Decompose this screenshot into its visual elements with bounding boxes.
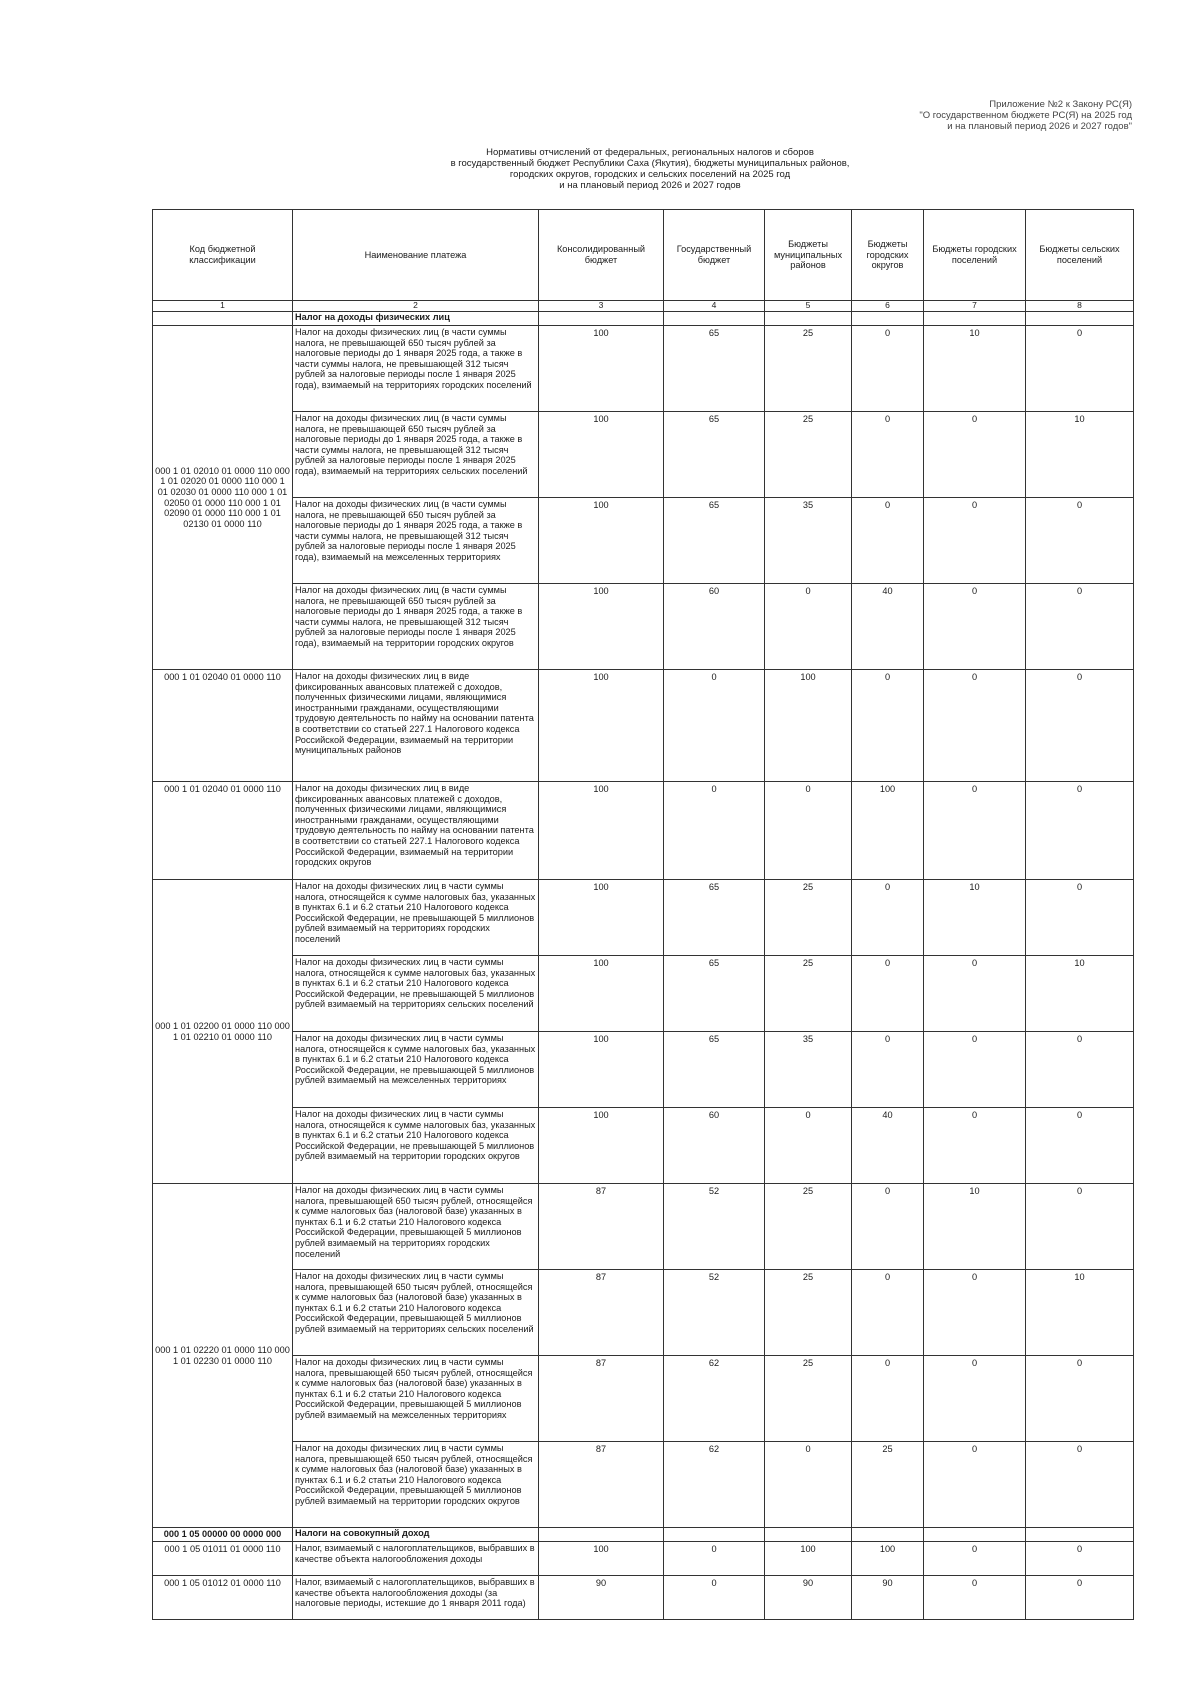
table-row — [153, 1270, 1134, 1356]
value-municipal-districts: 100 — [765, 1542, 852, 1576]
row-code: 000 1 01 02220 01 0000 110 000 1 01 02230 01 0000 110 — [153, 1184, 293, 1528]
document-title — [150, 147, 1150, 191]
value-municipal-districts: 25 — [765, 880, 852, 956]
section-title: Налог на доходы физических лиц — [293, 312, 539, 326]
row-code: 000 1 05 01012 01 0000 110 — [153, 1576, 293, 1620]
table-row — [153, 1032, 1134, 1108]
header-consolidated: Консолидированный бюджет — [539, 210, 664, 301]
value-city-districts: 0 — [852, 412, 924, 498]
appendix-line-1: Приложение №2 к Закону РС(Я) — [989, 99, 1132, 110]
value-consolidated: 100 — [539, 584, 664, 670]
value-state: 60 — [664, 1108, 765, 1184]
row-name: Налог на доходы физических лиц в виде фиксированных авансовых платежей с доходов, полученных физическими лицами, являющимися иностранными гражданами, осуществляющими трудовую деятельность по найму на основании патента в соответствии со статьей 227.1 Налогового кодекса Российской Федерации, взимаемый на территории муниципальных районов — [293, 670, 539, 782]
value-city-districts: 0 — [852, 1032, 924, 1108]
value-municipal-districts: 35 — [765, 1032, 852, 1108]
value-municipal-districts: 0 — [765, 782, 852, 880]
value-consolidated: 100 — [539, 1542, 664, 1576]
value-consolidated: 100 — [539, 326, 664, 412]
table-row — [153, 1576, 1134, 1620]
value-municipal-districts: 0 — [765, 1442, 852, 1528]
value-city-districts: 0 — [852, 670, 924, 782]
row-code: 000 1 01 02040 01 0000 110 — [153, 670, 293, 782]
title-line-3: городских округов, городских и сельских поселений на 2025 год — [509, 169, 791, 180]
value-city-districts: 0 — [852, 1270, 924, 1356]
value-state: 52 — [664, 1184, 765, 1270]
value-urban-settlements: 10 — [924, 880, 1026, 956]
value-state: 62 — [664, 1442, 765, 1528]
table-row — [153, 1542, 1134, 1576]
table-row — [153, 1442, 1134, 1528]
value-city-districts: 100 — [852, 782, 924, 880]
value-urban-settlements: 0 — [924, 498, 1026, 584]
value-rural-settlements: 0 — [1026, 1032, 1134, 1108]
value-consolidated: 100 — [539, 412, 664, 498]
row-name: Налог на доходы физических лиц в части суммы налога, превышающей 650 тысяч рублей, относящейся к сумме налоговых баз (налоговой базе) указанных в пунктах 6.1 и 6.2 статьи 210 Налогового кодекса Российской Федерации, превышающей 5 миллионов рублей взимаемый на межселенных территориях — [293, 1356, 539, 1442]
row-name: Налог на доходы физических лиц в части суммы налога, относящейся к сумме налоговых баз, указанных в пунктах 6.1 и 6.2 статьи 210 Налогового кодекса Российской Федерации, не превышающей 5 миллионов рублей взимаемый на территориях сельских поселений — [293, 956, 539, 1032]
value-city-districts: 25 — [852, 1442, 924, 1528]
index-cell: 8 — [1026, 301, 1134, 312]
table-row — [153, 1184, 1134, 1270]
value-consolidated: 100 — [539, 956, 664, 1032]
value-urban-settlements: 0 — [924, 1542, 1026, 1576]
value-rural-settlements: 0 — [1026, 782, 1134, 880]
value-urban-settlements: 0 — [924, 584, 1026, 670]
value-state: 65 — [664, 326, 765, 412]
value-consolidated: 87 — [539, 1442, 664, 1528]
appendix-line-2: "О государственном бюджете РС(Я) на 2025 год — [919, 110, 1132, 121]
table-row — [153, 670, 1134, 782]
value-consolidated: 100 — [539, 1108, 664, 1184]
table-row — [153, 498, 1134, 584]
value-municipal-districts: 25 — [765, 956, 852, 1032]
value-state: 52 — [664, 1270, 765, 1356]
value-state: 0 — [664, 1576, 765, 1620]
value-state: 65 — [664, 880, 765, 956]
row-name: Налог, взимаемый с налогоплательщиков, выбравших в качестве объекта налогообложения доходы — [293, 1542, 539, 1576]
row-name: Налог на доходы физических лиц в виде фиксированных авансовых платежей с доходов, полученных физическими лицами, являющимися иностранными гражданами, осуществляющими трудовую деятельность по найму на основании патента в соответствии со статьей 227.1 Налогового кодекса Российской Федерации, взимаемый на территории городских округов — [293, 782, 539, 880]
value-rural-settlements: 0 — [1026, 1108, 1134, 1184]
value-municipal-districts: 25 — [765, 1184, 852, 1270]
value-urban-settlements: 10 — [924, 1184, 1026, 1270]
value-municipal-districts: 0 — [765, 1108, 852, 1184]
appendix-line-3: и на плановый период 2026 и 2027 годов" — [947, 121, 1132, 132]
index-cell: 4 — [664, 301, 765, 312]
appendix-note — [732, 99, 1132, 132]
value-consolidated: 90 — [539, 1576, 664, 1620]
row-code: 000 1 01 02200 01 0000 110 000 1 01 02210 01 0000 110 — [153, 880, 293, 1184]
header-municipal-districts: Бюджеты муниципальных районов — [765, 210, 852, 301]
row-name: Налог на доходы физических лиц (в части суммы налога, не превышающей 650 тысяч рублей за налоговые периоды до 1 января 2025 года, а также в части суммы налога, не превышающей 312 тысяч рублей за налоговые периоды после 1 января 2025 года), взимаемый на территориях сельских поселений — [293, 412, 539, 498]
row-code: 000 1 05 01011 01 0000 110 — [153, 1542, 293, 1576]
index-cell: 3 — [539, 301, 664, 312]
header-urban-settlements: Бюджеты городских поселений — [924, 210, 1026, 301]
value-urban-settlements: 0 — [924, 782, 1026, 880]
value-city-districts: 100 — [852, 1542, 924, 1576]
value-rural-settlements: 0 — [1026, 880, 1134, 956]
value-urban-settlements: 0 — [924, 412, 1026, 498]
header-rural-settlements: Бюджеты сельских поселений — [1026, 210, 1134, 301]
value-consolidated: 100 — [539, 880, 664, 956]
row-name: Налог на доходы физических лиц в части суммы налога, превышающей 650 тысяч рублей, относящейся к сумме налоговых баз (налоговой базе) указанных в пунктах 6.1 и 6.2 статьи 210 Налогового кодекса Российской Федерации, превышающей 5 миллионов рублей взимаемый на территории городских округов — [293, 1442, 539, 1528]
value-state: 60 — [664, 584, 765, 670]
row-name: Налог на доходы физических лиц (в части суммы налога, не превышающей 650 тысяч рублей за налоговые периоды до 1 января 2025 года, а также в части суммы налога, не превышающей 312 тысяч рублей за налоговые периоды после 1 января 2025 года), взимаемый на территориях городских поселений — [293, 326, 539, 412]
index-cell: 5 — [765, 301, 852, 312]
section-row — [153, 312, 1134, 326]
index-row — [153, 301, 1134, 312]
value-rural-settlements: 0 — [1026, 584, 1134, 670]
value-consolidated: 87 — [539, 1356, 664, 1442]
value-state: 0 — [664, 782, 765, 880]
value-rural-settlements: 10 — [1026, 412, 1134, 498]
row-name: Налог на доходы физических лиц в части суммы налога, относящейся к сумме налоговых баз, указанных в пунктах 6.1 и 6.2 статьи 210 Налогового кодекса Российской Федерации, не превышающей 5 миллионов рублей взимаемый на территории городских округов — [293, 1108, 539, 1184]
value-rural-settlements: 0 — [1026, 1442, 1134, 1528]
title-line-4: и на плановый период 2026 и 2027 годов — [559, 180, 741, 191]
value-consolidated: 100 — [539, 498, 664, 584]
norms-table-wrapper — [152, 209, 1133, 1620]
value-rural-settlements: 0 — [1026, 1542, 1134, 1576]
value-urban-settlements: 0 — [924, 1442, 1026, 1528]
title-line-2: в государственный бюджет Республики Саха (Якутия), бюджеты муниципальных районов, — [450, 158, 850, 169]
value-rural-settlements: 0 — [1026, 498, 1134, 584]
norms-table — [152, 209, 1134, 1620]
index-cell: 2 — [293, 301, 539, 312]
table-row — [153, 1108, 1134, 1184]
section-row — [153, 1528, 1134, 1542]
value-rural-settlements: 0 — [1026, 1356, 1134, 1442]
header-name: Наименование платежа — [293, 210, 539, 301]
value-municipal-districts: 25 — [765, 326, 852, 412]
row-code: 000 1 01 02040 01 0000 110 — [153, 782, 293, 880]
value-state: 62 — [664, 1356, 765, 1442]
value-municipal-districts: 25 — [765, 412, 852, 498]
value-city-districts: 40 — [852, 584, 924, 670]
value-urban-settlements: 0 — [924, 1576, 1026, 1620]
value-urban-settlements: 10 — [924, 326, 1026, 412]
value-consolidated: 100 — [539, 1032, 664, 1108]
row-name: Налог на доходы физических лиц (в части суммы налога, не превышающей 650 тысяч рублей за налоговые периоды до 1 января 2025 года, а также в части суммы налога, не превышающей 312 тысяч рублей за налоговые периоды после 1 января 2025 года), взимаемый на межселенных территориях — [293, 498, 539, 584]
value-municipal-districts: 0 — [765, 584, 852, 670]
value-rural-settlements: 0 — [1026, 326, 1134, 412]
value-state: 65 — [664, 956, 765, 1032]
value-city-districts: 0 — [852, 326, 924, 412]
row-name: Налог на доходы физических лиц (в части суммы налога, не превышающей 650 тысяч рублей за налоговые периоды до 1 января 2025 года, а также в части суммы налога, не превышающей 312 тысяч рублей за налоговые периоды после 1 января 2025 года), взимаемый на территории городских округов — [293, 584, 539, 670]
value-city-districts: 0 — [852, 880, 924, 956]
index-cell: 7 — [924, 301, 1026, 312]
section-title: Налоги на совокупный доход — [293, 1528, 539, 1542]
value-rural-settlements: 0 — [1026, 1576, 1134, 1620]
value-urban-settlements: 0 — [924, 1356, 1026, 1442]
index-cell: 1 — [153, 301, 293, 312]
value-city-districts: 90 — [852, 1576, 924, 1620]
table-row — [153, 584, 1134, 670]
value-urban-settlements: 0 — [924, 670, 1026, 782]
row-name: Налог на доходы физических лиц в части суммы налога, превышающей 650 тысяч рублей, относящейся к сумме налоговых баз (налоговой базе) указанных в пунктах 6.1 и 6.2 статьи 210 Налогового кодекса Российской Федерации, превышающей 5 миллионов рублей взимаемый на территориях сельских поселений — [293, 1270, 539, 1356]
index-cell: 6 — [852, 301, 924, 312]
value-municipal-districts: 100 — [765, 670, 852, 782]
value-state: 65 — [664, 1032, 765, 1108]
row-name: Налог, взимаемый с налогоплательщиков, выбравших в качестве объекта налогообложения доходы (за налоговые периоды, истекшие до 1 января 2011 года) — [293, 1576, 539, 1620]
header-code: Код бюджетной классификации — [153, 210, 293, 301]
header-row — [153, 210, 1134, 301]
row-name: Налог на доходы физических лиц в части суммы налога, относящейся к сумме налоговых баз, указанных в пунктах 6.1 и 6.2 статьи 210 Налогового кодекса Российской Федерации, не превышающей 5 миллионов рублей взимаемый на межселенных территориях — [293, 1032, 539, 1108]
value-consolidated: 87 — [539, 1270, 664, 1356]
row-code: 000 1 01 02010 01 0000 110 000 1 01 02020 01 0000 110 000 1 01 02030 01 0000 110 000 1 01 02050 01 0000 110 000 1 01 02090 01 0000 110 000 1 01 02130 01 0000 110 — [153, 326, 293, 670]
value-consolidated: 100 — [539, 670, 664, 782]
value-municipal-districts: 90 — [765, 1576, 852, 1620]
value-state: 65 — [664, 498, 765, 584]
value-consolidated: 100 — [539, 782, 664, 880]
value-state: 65 — [664, 412, 765, 498]
value-rural-settlements: 10 — [1026, 1270, 1134, 1356]
value-state: 0 — [664, 670, 765, 782]
section-code: 000 1 05 00000 00 0000 000 — [153, 1528, 293, 1542]
value-urban-settlements: 0 — [924, 1108, 1026, 1184]
table-row — [153, 412, 1134, 498]
value-city-districts: 0 — [852, 956, 924, 1032]
header-city-districts: Бюджеты городских округов — [852, 210, 924, 301]
value-municipal-districts: 25 — [765, 1270, 852, 1356]
value-rural-settlements: 0 — [1026, 1184, 1134, 1270]
value-rural-settlements: 0 — [1026, 670, 1134, 782]
table-row — [153, 1356, 1134, 1442]
header-state: Государственный бюджет — [664, 210, 765, 301]
value-consolidated: 87 — [539, 1184, 664, 1270]
table-row — [153, 782, 1134, 880]
table-row — [153, 326, 1134, 412]
title-line-1: Нормативы отчислений от федеральных, региональных налогов и сборов — [486, 147, 814, 158]
row-name: Налог на доходы физических лиц в части суммы налога, превышающей 650 тысяч рублей, относящейся к сумме налоговых баз (налоговой базе) указанных в пунктах 6.1 и 6.2 статьи 210 Налогового кодекса Российской Федерации, превышающей 5 миллионов рублей взимаемый на территориях городских поселений — [293, 1184, 539, 1270]
value-urban-settlements: 0 — [924, 956, 1026, 1032]
table-row — [153, 956, 1134, 1032]
table-row — [153, 880, 1134, 956]
value-city-districts: 0 — [852, 1184, 924, 1270]
value-municipal-districts: 35 — [765, 498, 852, 584]
value-urban-settlements: 0 — [924, 1032, 1026, 1108]
value-city-districts: 0 — [852, 498, 924, 584]
value-rural-settlements: 10 — [1026, 956, 1134, 1032]
value-city-districts: 40 — [852, 1108, 924, 1184]
section-code — [153, 312, 293, 326]
value-urban-settlements: 0 — [924, 1270, 1026, 1356]
value-municipal-districts: 25 — [765, 1356, 852, 1442]
row-name: Налог на доходы физических лиц в части суммы налога, относящейся к сумме налоговых баз, указанных в пунктах 6.1 и 6.2 статьи 210 Налогового кодекса Российской Федерации, не превышающей 5 миллионов рублей взимаемый на территориях городских поселений — [293, 880, 539, 956]
value-city-districts: 0 — [852, 1356, 924, 1442]
value-state: 0 — [664, 1542, 765, 1576]
